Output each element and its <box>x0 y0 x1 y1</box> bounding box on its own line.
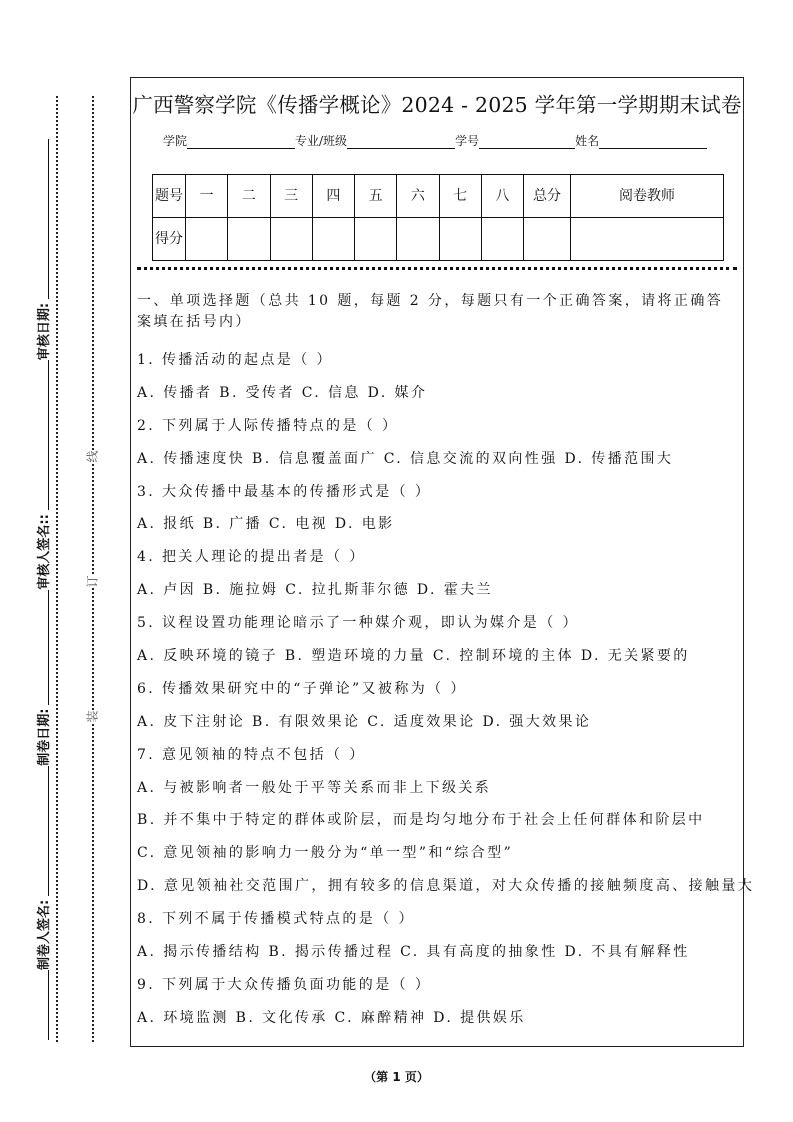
reviewer-signature-label: 审核人签名:: <box>37 514 52 590</box>
score-cell[interactable] <box>481 218 523 261</box>
reviewer-signature-strip <box>32 90 52 1040</box>
column-header: 六 <box>397 175 439 218</box>
binding-line-inner <box>92 96 94 1042</box>
maker-date-label: 制卷日期: <box>37 708 52 766</box>
question-stem: 3. 大众传播中最基本的传播形式是（ ） <box>137 483 432 500</box>
column-header: 五 <box>355 175 397 218</box>
signature-line[interactable] <box>48 766 49 896</box>
answer-options: A. 传播速度快 B. 信息覆盖面广 C. 信息交流的双向性强 D. 传播范围大 <box>137 450 674 467</box>
review-date-label: 审核日期: <box>37 302 52 361</box>
question-stem: 7. 意见领袖的特点不包括（ ） <box>137 746 366 763</box>
answer-options: C. 意见领袖的影响力一般分为“单一型”和“综合型” <box>137 845 514 862</box>
question-body <box>137 291 755 1035</box>
major-field[interactable] <box>347 134 455 149</box>
column-header: 总分 <box>524 175 571 218</box>
score-cell[interactable] <box>571 218 724 261</box>
college-field[interactable] <box>187 134 295 149</box>
answer-options: B. 并不集中于特定的群体或阶层，而是均匀地分布于社会上任何群体和阶层中 <box>137 812 705 829</box>
header-label-cell: 题号 <box>153 175 186 218</box>
question-stem: 9. 下列属于大众传播负面功能的是（ ） <box>137 976 432 993</box>
binding-line-outer <box>56 96 58 1042</box>
score-cell[interactable] <box>439 218 481 261</box>
question-stem: 4. 把关人理论的提出者是（ ） <box>137 549 366 566</box>
signature-line[interactable] <box>48 360 49 510</box>
score-cell[interactable] <box>312 218 354 261</box>
date-line[interactable] <box>48 139 49 299</box>
answer-options: A. 皮下注射论 B. 有限效果论 C. 适度效果论 D. 强大效果论 <box>137 713 592 730</box>
question-lines <box>137 344 755 1035</box>
column-header: 阅卷教师 <box>571 175 724 218</box>
column-header: 四 <box>312 175 354 218</box>
question-stem: 5. 议程设置功能理论暗示了一种媒介观，即认为媒介是（ ） <box>137 615 579 632</box>
answer-options: A. 卢因 B. 施拉姆 C. 拉扎斯菲尔德 D. 霍夫兰 <box>137 582 493 599</box>
name-field[interactable] <box>599 134 707 149</box>
answer-options: A. 环境监测 B. 文化传承 C. 麻醉精神 D. 提供娱乐 <box>137 1009 526 1026</box>
maker-signature-label: 制卷人签名: <box>37 899 52 970</box>
binding-char-xian: 线 <box>85 450 100 463</box>
column-header: 一 <box>186 175 228 218</box>
answer-options: A. 与被影响者一般处于平等关系而非上下级关系 <box>137 779 492 796</box>
date-line[interactable] <box>48 590 49 705</box>
student-info-row <box>163 132 707 149</box>
answer-options: A. 报纸 B. 广播 C. 电视 D. 电影 <box>137 516 395 533</box>
binding-char-zhuang: 装 <box>85 710 100 723</box>
score-cell[interactable] <box>270 218 312 261</box>
answer-options: A. 传播者 B. 受传者 C. 信息 D. 媒介 <box>137 384 428 401</box>
question-stem: 1. 传播活动的起点是（ ） <box>137 352 333 368</box>
score-cell[interactable] <box>397 218 439 261</box>
question-stem: 6. 传播效果研究中的“子弹论”又被称为（ ） <box>137 680 467 697</box>
section-heading: 一、单项选择题（总共 10 题，每题 2 分，每题只有一个正确答案，请将正确答案填在括号内） <box>137 293 724 330</box>
score-cell[interactable] <box>355 218 397 261</box>
dotted-separator <box>137 267 737 270</box>
score-cell[interactable] <box>186 218 228 261</box>
answer-options: D. 意见领袖社交范围广，拥有较多的信息渠道，对大众传播的接触频度高、接触量大 <box>137 878 755 895</box>
student-id-label: 学号 <box>455 134 480 148</box>
score-table-header-row <box>153 175 724 218</box>
signature-line[interactable] <box>48 970 49 1040</box>
question-stem: 8. 下列不属于传播模式特点的是（ ） <box>137 911 415 928</box>
name-label: 姓名 <box>575 134 600 148</box>
major-label: 专业/班级 <box>295 134 348 148</box>
college-label: 学院 <box>163 134 188 148</box>
column-header: 八 <box>481 175 523 218</box>
score-cell[interactable] <box>228 218 270 261</box>
score-row <box>153 218 724 261</box>
score-label-cell: 得分 <box>153 218 186 261</box>
column-header: 七 <box>439 175 481 218</box>
binding-char-ding: 订 <box>85 575 100 588</box>
question-stem: 2. 下列属于人际传播特点的是（ ） <box>137 417 399 434</box>
exam-page <box>130 77 755 1047</box>
score-table <box>152 174 724 261</box>
page-number: （第 1 页） <box>364 1070 429 1084</box>
score-cell[interactable] <box>524 218 571 261</box>
column-header: 三 <box>270 175 312 218</box>
exam-title: 广西警察学院《传播学概论》2024 - 2025 学年第一学期期末试卷 <box>132 93 742 117</box>
student-id-field[interactable] <box>479 134 575 149</box>
answer-options: A. 揭示传播结构 B. 揭示传播过程 C. 具有高度的抽象性 D. 不具有解释性 <box>137 944 690 961</box>
answer-options: A. 反映环境的镜子 B. 塑造环境的力量 C. 控制环境的主体 D. 无关紧要的 <box>137 648 690 665</box>
column-header: 二 <box>228 175 270 218</box>
